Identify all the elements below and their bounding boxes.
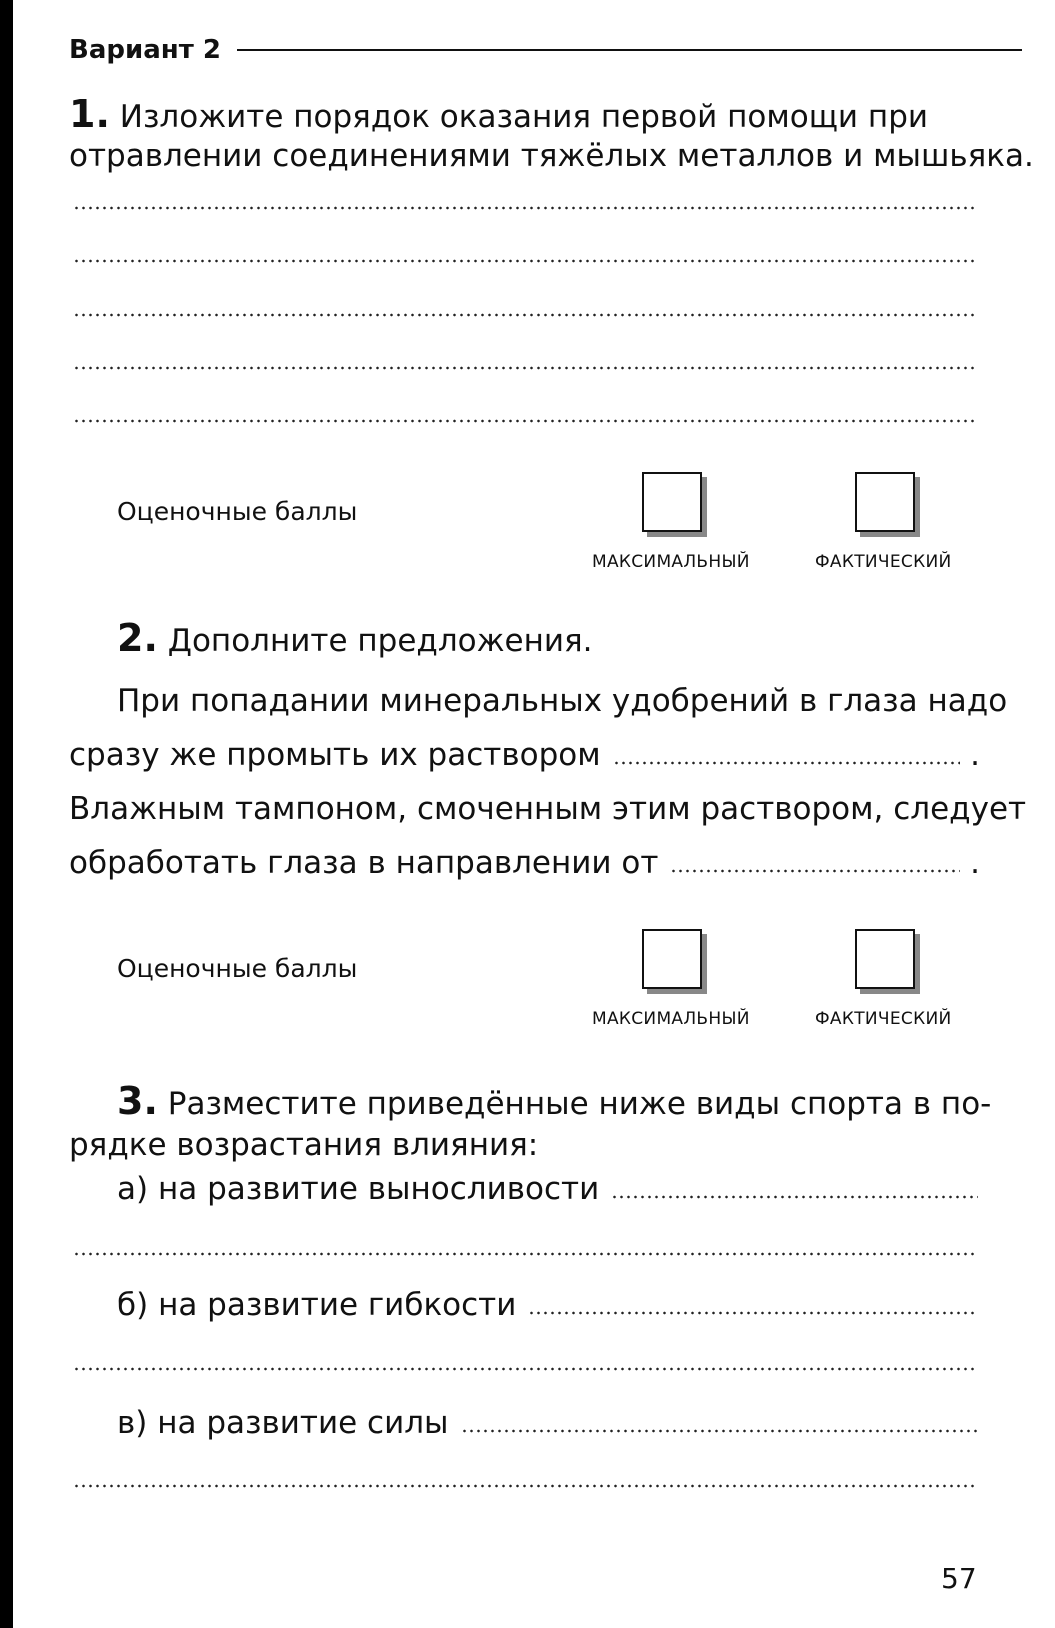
task-2-title: 2. Дополните предложения.	[117, 616, 593, 660]
task-2-line-4: обработать глаза в направлении от .	[69, 845, 980, 881]
actual-score-box[interactable]	[855, 929, 915, 989]
page-number: 57	[941, 1562, 977, 1595]
answer-line[interactable]	[73, 419, 978, 423]
task-3-item-a: а) на развитие выносливости	[117, 1166, 978, 1212]
task-2-line-2: сразу же промыть их раствором .	[69, 737, 980, 773]
answer-blank-a[interactable]	[611, 1195, 978, 1199]
task-3-line-1: 3. Разместите приведённые ниже виды спорта в по-	[117, 1079, 992, 1123]
task-3-item-b: б) на развитие гибкости	[117, 1282, 978, 1328]
task-1-line-2: отравлении соединениями тяжёлых металлов и мышьяка.	[69, 138, 1034, 174]
variant-title: Вариант 2	[69, 35, 221, 65]
task-1-line-1: 1. Изложите порядок оказания первой помощи при	[69, 92, 929, 136]
header-rule	[237, 49, 1022, 51]
actual-score-caption: ФАКТИЧЕСКИЙ	[815, 552, 952, 572]
answer-line[interactable]	[73, 366, 978, 370]
variant-header	[69, 30, 1022, 70]
task-1-number: 1.	[69, 92, 110, 136]
task-2-number: 2.	[117, 616, 158, 660]
fill-blank-1[interactable]	[613, 761, 961, 765]
actual-score-box[interactable]	[855, 472, 915, 532]
max-score-caption: МАКСИМАЛЬНЫЙ	[592, 1009, 750, 1029]
answer-line[interactable]	[73, 1367, 978, 1371]
task-2-line-1: При попадании минеральных удобрений в глаза надо	[117, 683, 1008, 719]
score-label: Оценочные баллы	[117, 497, 358, 526]
answer-line[interactable]	[73, 1252, 978, 1256]
task-2-line-3: Влажным тампоном, смоченным этим раствором, следует	[69, 791, 1027, 827]
fill-blank-2[interactable]	[670, 869, 960, 873]
answer-line[interactable]	[73, 206, 978, 210]
max-score-box[interactable]	[642, 472, 702, 532]
task-3-line-2: рядке возрастания влияния:	[69, 1127, 539, 1163]
max-score-caption: МАКСИМАЛЬНЫЙ	[592, 552, 750, 572]
worksheet-page	[13, 0, 1055, 1628]
answer-line[interactable]	[73, 1484, 978, 1488]
task-3-item-c: в) на развитие силы	[117, 1400, 978, 1446]
answer-line[interactable]	[73, 313, 978, 317]
score-label: Оценочные баллы	[117, 954, 358, 983]
max-score-box[interactable]	[642, 929, 702, 989]
answer-line[interactable]	[73, 259, 978, 263]
task-3-number: 3.	[117, 1079, 158, 1123]
answer-blank-b[interactable]	[528, 1311, 978, 1315]
actual-score-caption: ФАКТИЧЕСКИЙ	[815, 1009, 952, 1029]
answer-blank-c[interactable]	[461, 1429, 978, 1433]
